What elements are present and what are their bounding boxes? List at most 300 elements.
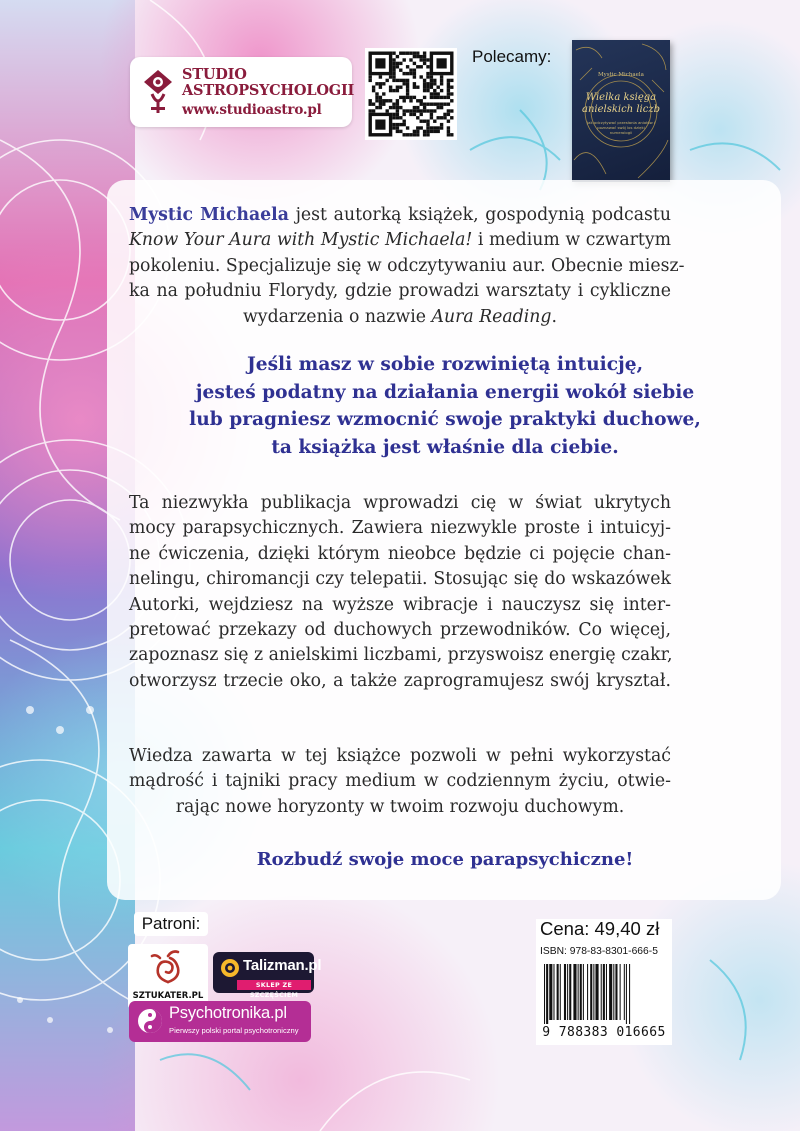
barcode-bar bbox=[567, 964, 568, 1020]
podcast-name: Know Your Aura with Mystic Michaela! bbox=[129, 230, 473, 251]
qr-module bbox=[430, 92, 433, 95]
qr-module bbox=[423, 86, 426, 89]
qr-module bbox=[450, 79, 453, 82]
qr-finder bbox=[437, 58, 447, 68]
qr-module bbox=[413, 86, 416, 89]
barcode-bar bbox=[560, 964, 561, 1020]
barcode-bar bbox=[583, 964, 584, 1020]
talizman-logo[interactable] bbox=[213, 952, 322, 999]
qr-module bbox=[416, 116, 419, 119]
barcode-bar bbox=[553, 964, 554, 1020]
barcode-bar bbox=[601, 964, 602, 1020]
barcode-bar bbox=[615, 964, 617, 1020]
qr-module bbox=[379, 99, 382, 102]
barcode-bar bbox=[580, 964, 582, 1020]
barcode-bar bbox=[593, 964, 594, 1020]
barcode-bar bbox=[564, 964, 566, 1020]
qr-module bbox=[399, 123, 402, 126]
qr-module bbox=[406, 72, 409, 75]
qr-module bbox=[416, 99, 419, 102]
psychotronika-name: Psychotronika.pl bbox=[169, 1004, 287, 1022]
qr-module bbox=[433, 126, 436, 129]
qr-module bbox=[369, 109, 372, 112]
qr-module bbox=[389, 106, 392, 109]
barcode-bar bbox=[609, 964, 612, 1020]
qr-module bbox=[379, 82, 382, 85]
qr-module bbox=[440, 96, 443, 99]
barcode-bar bbox=[590, 964, 592, 1020]
qr-module bbox=[423, 55, 426, 58]
qr-module bbox=[413, 113, 416, 116]
qr-module bbox=[392, 123, 395, 126]
author-bio bbox=[129, 203, 685, 330]
talizman-name: Talizman.pl bbox=[243, 957, 322, 974]
qr-module bbox=[379, 96, 382, 99]
qr-module bbox=[426, 89, 429, 92]
qr-module bbox=[372, 109, 375, 112]
barcode-bar bbox=[544, 964, 545, 1024]
book-title-line1: Wielka księga bbox=[585, 92, 657, 103]
qr-module bbox=[396, 130, 399, 133]
qr-module bbox=[430, 109, 433, 112]
barcode-bar bbox=[603, 964, 605, 1020]
qr-module bbox=[423, 130, 426, 133]
qr-module bbox=[440, 126, 443, 129]
qr-module bbox=[392, 89, 395, 92]
paragraph-line: zapoznasz się z anielskimi liczbami, przyswoisz energię czakr, bbox=[129, 645, 673, 666]
bio-line bbox=[129, 203, 671, 228]
qr-module bbox=[426, 130, 429, 133]
qr-module bbox=[406, 96, 409, 99]
qr-module bbox=[396, 89, 399, 92]
qr-module bbox=[420, 65, 423, 68]
qr-module bbox=[396, 62, 399, 65]
qr-finder bbox=[375, 120, 385, 130]
qr-module bbox=[409, 133, 412, 136]
paragraph-line: otworzysz trzecie oko, a także zaprogramujesz swój kryształ. bbox=[129, 670, 671, 691]
qr-module bbox=[447, 79, 450, 82]
talizman-tagline: SKLEP ZE SZCZĘŚCIEM bbox=[237, 980, 311, 990]
psychotronika-logo[interactable] bbox=[129, 1001, 311, 1042]
qr-module bbox=[382, 92, 385, 95]
qr-module bbox=[440, 75, 443, 78]
bio-line: ka na południu Florydy, gdzie prowadzi warsztaty i cykliczne bbox=[129, 281, 671, 302]
publisher-badge bbox=[130, 57, 355, 127]
qr-module bbox=[447, 130, 450, 133]
qr-module bbox=[426, 58, 429, 61]
bio-line bbox=[129, 305, 671, 330]
qr-module bbox=[443, 113, 446, 116]
qr-module bbox=[426, 65, 429, 68]
qr-module bbox=[416, 65, 419, 68]
qr-module bbox=[440, 123, 443, 126]
qr-module bbox=[396, 106, 399, 109]
qr-module bbox=[392, 69, 395, 72]
qr-module bbox=[447, 89, 450, 92]
qr-module bbox=[420, 99, 423, 102]
lead-line: Jeśli masz w sobie rozwiniętą intuicję, bbox=[246, 354, 644, 375]
qr-module bbox=[426, 123, 429, 126]
qr-module bbox=[392, 116, 395, 119]
publisher-name-line1: STUDIO bbox=[182, 66, 247, 83]
author-name: Mystic Michaela bbox=[129, 205, 289, 225]
qr-module bbox=[420, 103, 423, 106]
qr-module bbox=[399, 106, 402, 109]
qr-module bbox=[413, 55, 416, 58]
qr-module bbox=[406, 89, 409, 92]
qr-module bbox=[396, 109, 399, 112]
qr-module bbox=[443, 116, 446, 119]
qr-module bbox=[423, 62, 426, 65]
paragraph-line: Ta niezwykła publikacja wprowadzi cię w świat ukrytych bbox=[129, 493, 671, 513]
qr-module bbox=[403, 96, 406, 99]
qr-module bbox=[396, 126, 399, 129]
qr-module bbox=[433, 120, 436, 123]
qr-module bbox=[406, 82, 409, 85]
qr-module bbox=[406, 126, 409, 129]
qr-module bbox=[440, 106, 443, 109]
qr-module bbox=[396, 55, 399, 58]
qr-module bbox=[437, 96, 440, 99]
qr-module bbox=[430, 130, 433, 133]
qr-module bbox=[403, 133, 406, 136]
qr-module bbox=[399, 116, 402, 119]
qr-module bbox=[389, 86, 392, 89]
qr-module bbox=[447, 120, 450, 123]
qr-module bbox=[416, 55, 419, 58]
qr-module bbox=[413, 62, 416, 65]
qr-module bbox=[386, 79, 389, 82]
book-author: Mystic Michaela bbox=[598, 72, 644, 78]
qr-module bbox=[375, 82, 378, 85]
qr-module bbox=[403, 109, 406, 112]
qr-module bbox=[369, 79, 372, 82]
barcode-bars bbox=[542, 964, 666, 1024]
qr-code-pattern bbox=[365, 48, 457, 140]
qr-module bbox=[382, 103, 385, 106]
qr-module bbox=[386, 99, 389, 102]
qr-module bbox=[447, 113, 450, 116]
qr-module bbox=[379, 86, 382, 89]
qr-module bbox=[392, 58, 395, 61]
qr-module bbox=[416, 126, 419, 129]
qr-module bbox=[447, 109, 450, 112]
barcode-bar bbox=[626, 964, 627, 1024]
qr-module bbox=[409, 69, 412, 72]
lead-statement bbox=[110, 351, 780, 461]
barcode bbox=[536, 962, 672, 1045]
qr-module bbox=[379, 75, 382, 78]
qr-module bbox=[382, 82, 385, 85]
qr-module bbox=[416, 109, 419, 112]
qr-module bbox=[433, 89, 436, 92]
barcode-bar bbox=[557, 964, 559, 1020]
bio-line bbox=[129, 228, 671, 253]
barcode-bar bbox=[573, 964, 576, 1020]
qr-module bbox=[413, 72, 416, 75]
qr-module bbox=[413, 82, 416, 85]
qr-module bbox=[409, 109, 412, 112]
qr-module bbox=[379, 103, 382, 106]
qr-module bbox=[450, 86, 453, 89]
qr-module bbox=[399, 130, 402, 133]
qr-module bbox=[392, 62, 395, 65]
qr-module bbox=[369, 75, 372, 78]
qr-module bbox=[426, 120, 429, 123]
qr-module bbox=[409, 72, 412, 75]
qr-module bbox=[416, 86, 419, 89]
qr-module bbox=[447, 92, 450, 95]
qr-module bbox=[447, 103, 450, 106]
qr-module bbox=[433, 82, 436, 85]
qr-module bbox=[447, 126, 450, 129]
qr-module bbox=[392, 113, 395, 116]
qr-module bbox=[430, 113, 433, 116]
qr-module bbox=[423, 109, 426, 112]
qr-module bbox=[392, 126, 395, 129]
book-title bbox=[572, 92, 670, 116]
bio-text: i medium w czwartym bbox=[472, 230, 672, 251]
recommend-label: Polecamy: bbox=[472, 47, 552, 66]
qr-module bbox=[430, 86, 433, 89]
qr-module bbox=[392, 103, 395, 106]
qr-module bbox=[392, 65, 395, 68]
qr-module bbox=[403, 120, 406, 123]
qr-module bbox=[392, 52, 395, 55]
qr-module bbox=[372, 89, 375, 92]
publisher-name-line2: ASTROPSYCHOLOGII bbox=[182, 82, 355, 99]
qr-module bbox=[423, 96, 426, 99]
qr-module bbox=[426, 103, 429, 106]
qr-module bbox=[375, 96, 378, 99]
sztukater-logo[interactable] bbox=[128, 944, 208, 1009]
qr-module bbox=[399, 86, 402, 89]
qr-module bbox=[389, 75, 392, 78]
qr-module bbox=[396, 86, 399, 89]
qr-module bbox=[423, 79, 426, 82]
qr-code[interactable] bbox=[365, 48, 457, 140]
qr-module bbox=[369, 99, 372, 102]
qr-module bbox=[426, 133, 429, 136]
qr-module bbox=[396, 103, 399, 106]
paragraph-line: mocy parapsychicznych. Zawiera niezwykle proste i intuicyj- bbox=[129, 518, 671, 539]
qr-module bbox=[430, 116, 433, 119]
barcode-bar bbox=[629, 964, 630, 1024]
qr-module bbox=[426, 82, 429, 85]
qr-module bbox=[450, 99, 453, 102]
lead-line: ta książka jest właśnie dla ciebie. bbox=[271, 436, 619, 458]
barcode-bar bbox=[546, 964, 548, 1024]
qr-module bbox=[420, 109, 423, 112]
lead-line: jesteś podatny na działania energii wokół siebie bbox=[195, 381, 695, 403]
qr-module bbox=[433, 109, 436, 112]
spiral-ornament-icon bbox=[148, 948, 188, 986]
yin-yang-icon bbox=[137, 1008, 163, 1034]
publisher-url[interactable]: www.studioastro.pl bbox=[182, 102, 322, 118]
qr-module bbox=[392, 72, 395, 75]
qr-module bbox=[406, 92, 409, 95]
qr-module bbox=[447, 86, 450, 89]
qr-module bbox=[375, 106, 378, 109]
qr-module bbox=[416, 52, 419, 55]
qr-module bbox=[375, 92, 378, 95]
barcode-bar bbox=[606, 964, 607, 1020]
qr-module bbox=[450, 133, 453, 136]
qr-module bbox=[437, 106, 440, 109]
qr-module bbox=[396, 79, 399, 82]
qr-module bbox=[406, 133, 409, 136]
qr-module bbox=[440, 89, 443, 92]
qr-module bbox=[403, 72, 406, 75]
qr-module bbox=[372, 86, 375, 89]
qr-module bbox=[440, 79, 443, 82]
qr-module bbox=[420, 113, 423, 116]
qr-module bbox=[409, 52, 412, 55]
astrology-logo-icon bbox=[138, 68, 178, 116]
event-name: Aura Reading bbox=[431, 306, 552, 327]
lead-line: lub pragniesz wzmocnić swoje praktyki duchowe, bbox=[189, 409, 701, 430]
qr-module bbox=[399, 52, 402, 55]
qr-module bbox=[406, 65, 409, 68]
qr-module bbox=[392, 75, 395, 78]
qr-module bbox=[426, 109, 429, 112]
paragraph-line: Wiedza zawarta w tej książce pozwoli w pełni wykorzystać bbox=[129, 746, 671, 766]
qr-module bbox=[369, 103, 372, 106]
qr-module bbox=[437, 116, 440, 119]
qr-module bbox=[403, 123, 406, 126]
qr-module bbox=[403, 99, 406, 102]
qr-module bbox=[416, 106, 419, 109]
barcode-bar bbox=[587, 964, 588, 1020]
qr-module bbox=[406, 86, 409, 89]
qr-module bbox=[375, 99, 378, 102]
barcode-bar bbox=[578, 964, 579, 1020]
qr-module bbox=[406, 109, 409, 112]
qr-module bbox=[403, 58, 406, 61]
qr-module bbox=[413, 133, 416, 136]
qr-module bbox=[403, 113, 406, 116]
book-subtitle: Jak odczytywać przesłania aniołów i poznawać swój los dzięki numerologii bbox=[587, 120, 655, 135]
qr-module bbox=[392, 79, 395, 82]
recommended-book-cover[interactable] bbox=[572, 40, 670, 182]
qr-module bbox=[413, 130, 416, 133]
barcode-bar bbox=[613, 964, 614, 1020]
psychotronika-tagline: Pierwszy polski portal psychotroniczny bbox=[169, 1026, 299, 1035]
qr-module bbox=[413, 75, 416, 78]
qr-module bbox=[396, 65, 399, 68]
qr-module bbox=[440, 116, 443, 119]
price-label: Cena: 49,40 zł bbox=[540, 918, 660, 939]
qr-module bbox=[399, 62, 402, 65]
qr-module bbox=[409, 99, 412, 102]
qr-module bbox=[433, 96, 436, 99]
description-paragraph bbox=[129, 491, 671, 694]
barcode-bar bbox=[595, 964, 598, 1020]
qr-module bbox=[450, 116, 453, 119]
qr-module bbox=[403, 82, 406, 85]
qr-module bbox=[386, 109, 389, 112]
qr-module bbox=[430, 82, 433, 85]
qr-module bbox=[423, 89, 426, 92]
qr-module bbox=[437, 103, 440, 106]
bio-text: . bbox=[551, 306, 557, 327]
qr-module bbox=[430, 79, 433, 82]
paragraph-line: ne ćwiczenia, dzięki którym nieobce będzie ci pojęcie chan- bbox=[129, 543, 671, 564]
qr-module bbox=[406, 52, 409, 55]
qr-module bbox=[416, 133, 419, 136]
qr-module bbox=[430, 103, 433, 106]
qr-module bbox=[420, 126, 423, 129]
isbn-label: ISBN: 978-83-8301-666-5 bbox=[540, 946, 658, 957]
qr-module bbox=[392, 106, 395, 109]
qr-module bbox=[409, 113, 412, 116]
qr-module bbox=[423, 82, 426, 85]
qr-module bbox=[409, 58, 412, 61]
qr-module bbox=[443, 103, 446, 106]
qr-module bbox=[416, 130, 419, 133]
paragraph-line: rając nowe horyzonty w twoim rozwoju duchowym. bbox=[175, 796, 625, 817]
qr-module bbox=[423, 52, 426, 55]
qr-module bbox=[440, 103, 443, 106]
bio-text: wydarzenia o nazwie bbox=[243, 306, 432, 327]
qr-module bbox=[403, 79, 406, 82]
qr-module bbox=[420, 55, 423, 58]
qr-module bbox=[430, 126, 433, 129]
bio-text: jest autorką książek, gospodynią podcastu bbox=[288, 205, 671, 225]
summary-paragraph bbox=[129, 744, 671, 820]
qr-module bbox=[437, 126, 440, 129]
barcode-bar bbox=[549, 964, 552, 1020]
qr-module bbox=[379, 106, 382, 109]
qr-module bbox=[382, 99, 385, 102]
qr-module bbox=[396, 116, 399, 119]
qr-module bbox=[423, 58, 426, 61]
qr-module bbox=[447, 96, 450, 99]
qr-module bbox=[399, 69, 402, 72]
qr-module bbox=[426, 86, 429, 89]
qr-module bbox=[413, 96, 416, 99]
qr-module bbox=[399, 79, 402, 82]
qr-module bbox=[450, 109, 453, 112]
closing-slogan: Rozbudź swoje moce parapsychiczne! bbox=[256, 849, 634, 870]
qr-module bbox=[423, 103, 426, 106]
qr-module bbox=[440, 82, 443, 85]
paragraph-line: mądrość i tajniki pracy medium w codziennym życiu, otwie- bbox=[129, 771, 671, 792]
qr-module bbox=[389, 99, 392, 102]
qr-module bbox=[430, 75, 433, 78]
qr-module bbox=[430, 96, 433, 99]
qr-module bbox=[413, 106, 416, 109]
barcode-digits: 9 788383 016665 bbox=[542, 1025, 666, 1040]
paragraph-line: Autorki, wejdziesz na wyższe wibracje i nauczysz się inter- bbox=[129, 594, 671, 615]
paragraph-line: nelingu, chiromancji czy telepatii. Stosując się do wskazówek bbox=[129, 569, 671, 590]
qr-module bbox=[420, 58, 423, 61]
qr-module bbox=[389, 89, 392, 92]
qr-module bbox=[403, 52, 406, 55]
qr-module bbox=[420, 75, 423, 78]
qr-module bbox=[406, 79, 409, 82]
qr-module bbox=[413, 109, 416, 112]
qr-module bbox=[426, 72, 429, 75]
qr-module bbox=[423, 133, 426, 136]
qr-module bbox=[423, 106, 426, 109]
qr-module bbox=[437, 86, 440, 89]
qr-module bbox=[433, 103, 436, 106]
patrons-label: Patroni: bbox=[134, 912, 208, 936]
qr-module bbox=[447, 82, 450, 85]
qr-module bbox=[399, 96, 402, 99]
barcode-bar bbox=[620, 964, 621, 1020]
